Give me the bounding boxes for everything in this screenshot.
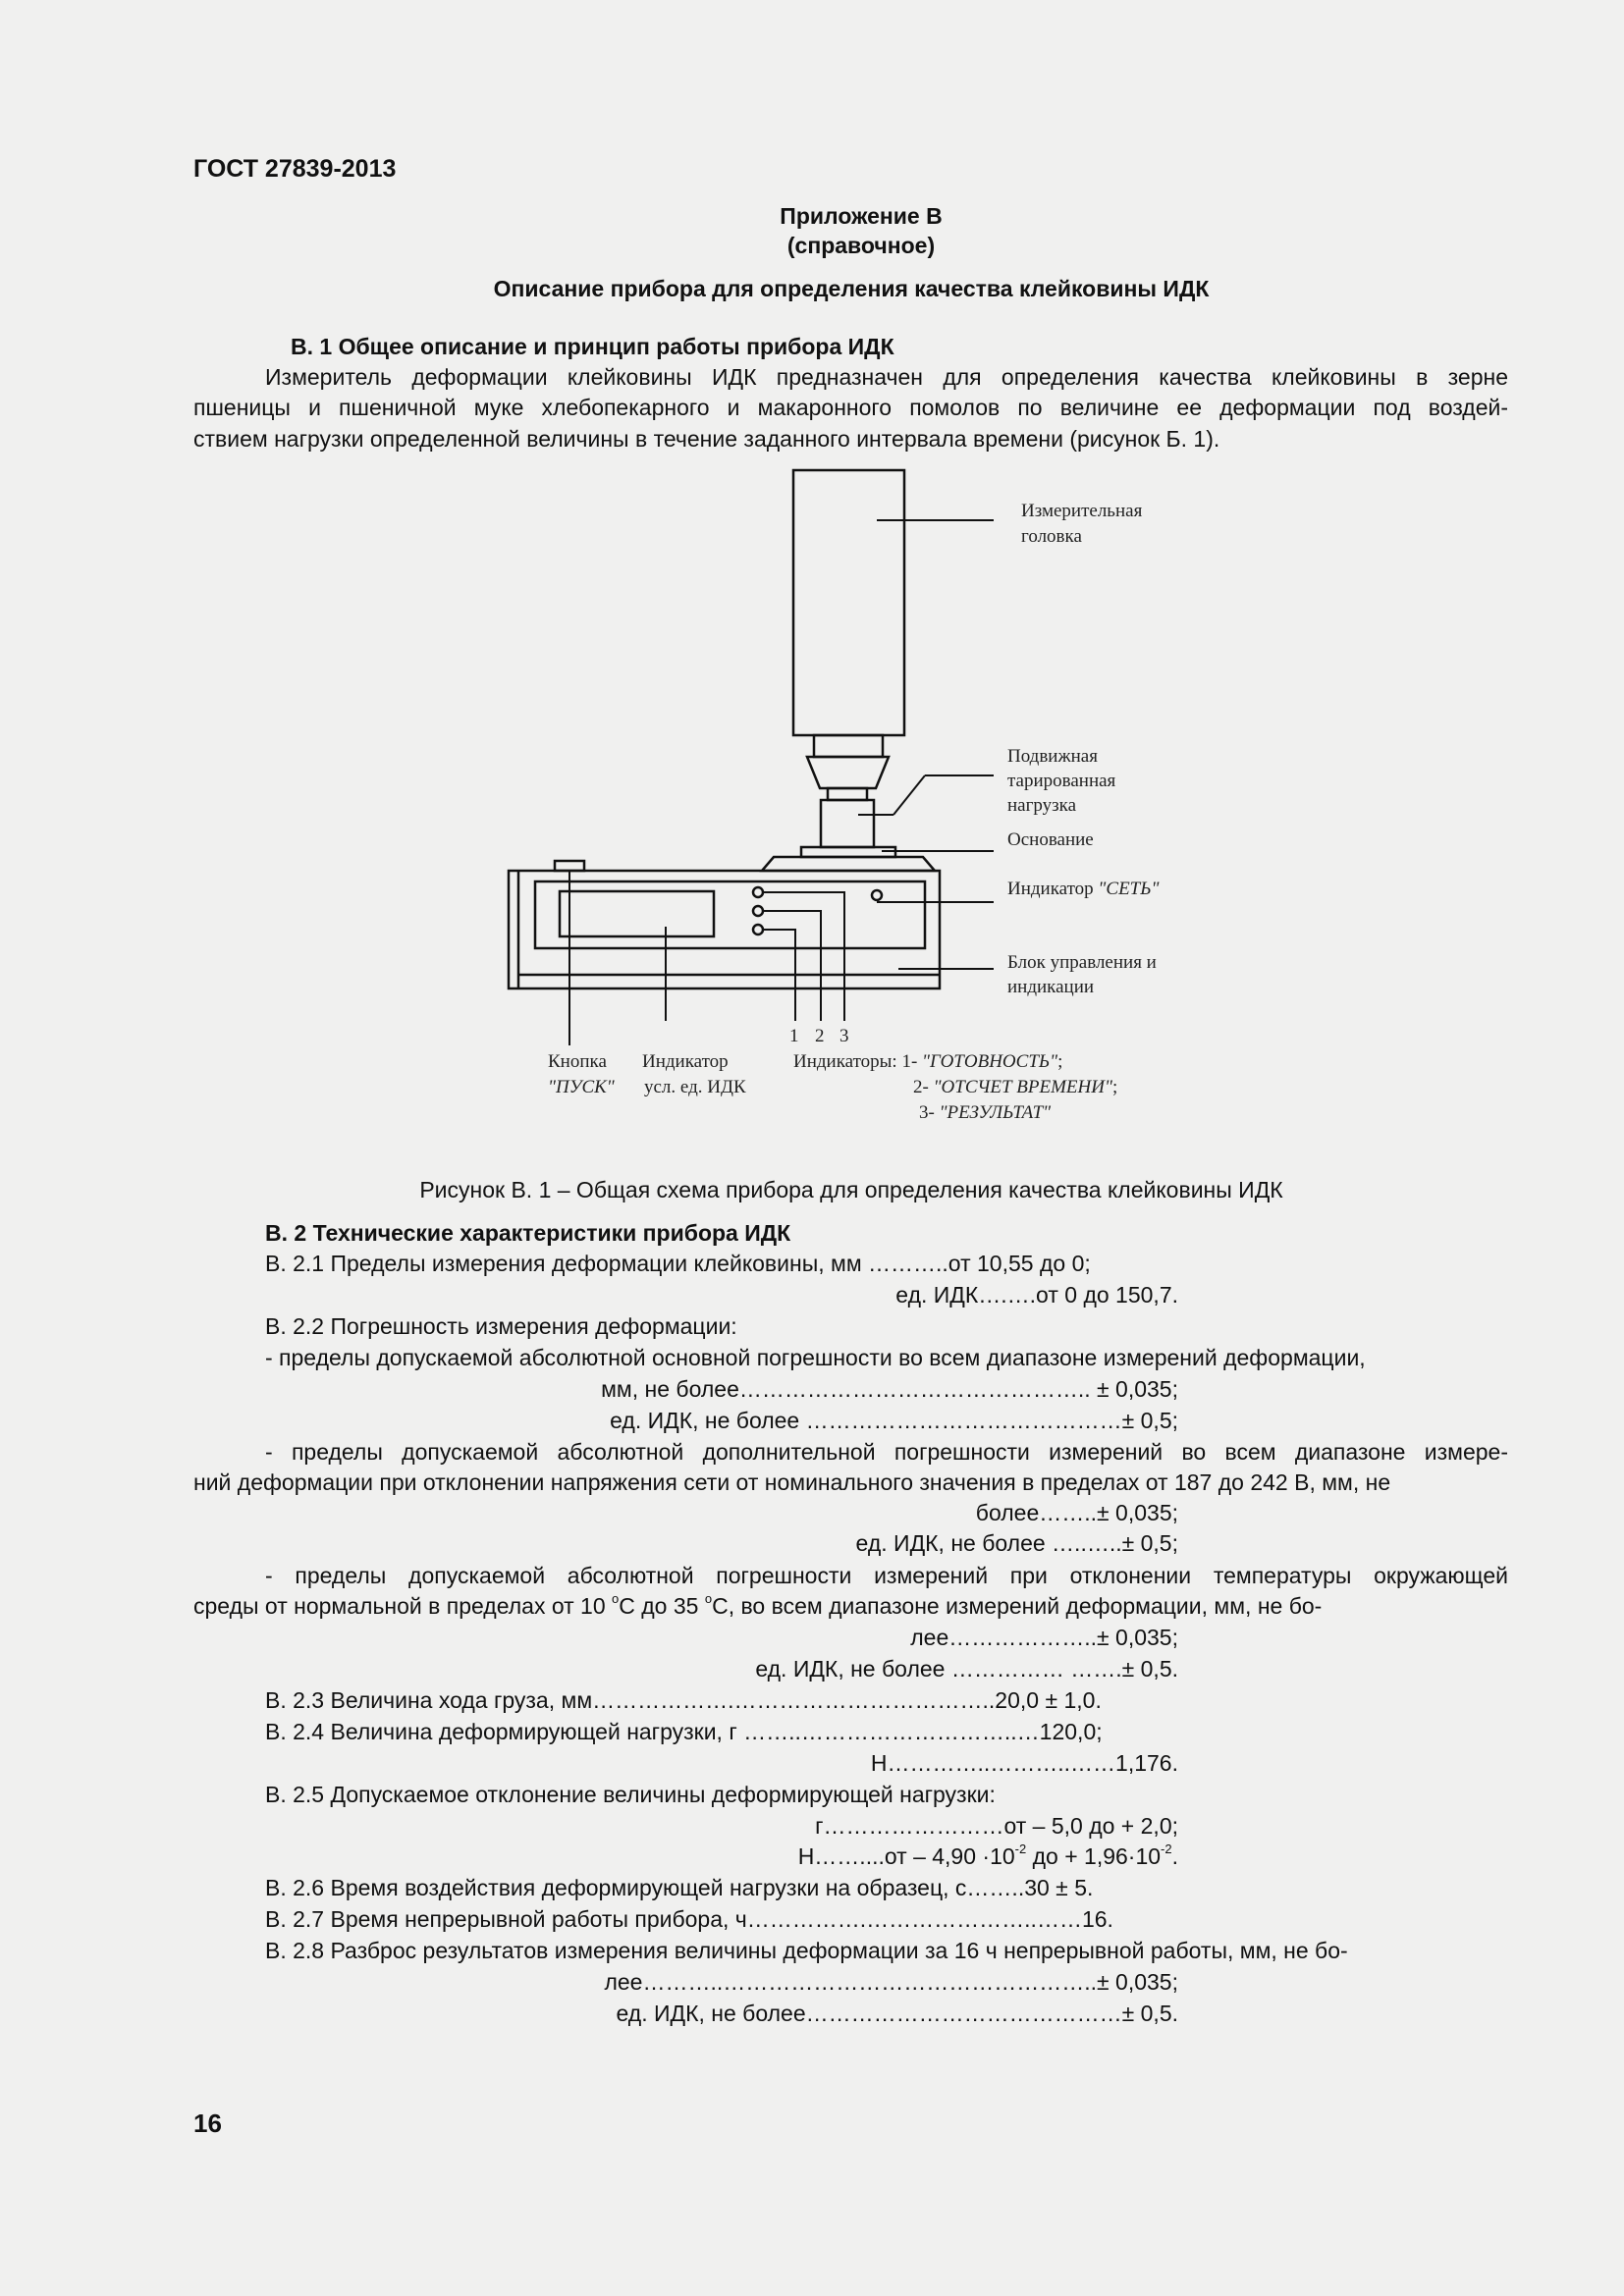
spec-2-6: В. 2.6 Время воздействия деформирующей нагрузки на образец, с……..30 ± 5. (265, 1875, 1094, 1900)
degree-sign-1: o (612, 1591, 620, 1607)
newton-range-mid: до + 1,96·10 (1026, 1843, 1162, 1869)
section-1-para-line-1: Измеритель деформации клейковины ИДК предназначен для определения качества клейковины в зерне (265, 364, 1508, 390)
label-indicator-2: усл. ед. ИДК (644, 1077, 746, 1097)
section-1-heading: В. 1 Общее описание и принцип работы прибора ИДК (291, 334, 894, 359)
spec-2-3: В. 2.3 Величина хода груза, мм……………….……………………………..20,0 ± 1,0. (265, 1687, 1102, 1713)
appendix-subtitle: (справочное) (786, 233, 936, 258)
newton-range-end: . (1171, 1843, 1178, 1869)
label-indicators-3 (919, 1101, 1051, 1125)
label-inds-end-1: ; (1057, 1051, 1063, 1072)
figure-caption: Рисунок В. 1 – Общая схема прибора для определения качества клейковины ИДК (419, 1177, 1283, 1202)
document-code: ГОСТ 27839-2013 (193, 155, 397, 183)
label-load-1: Подвижная (1007, 746, 1098, 767)
label-num-3: 3 (839, 1026, 849, 1046)
spec-2-1: В. 2.1 Пределы измерения деформации клейковины, мм ………..от 10,55 до 0; (265, 1251, 1091, 1276)
spec-2-2-temperature-mm: лее………………..± 0,035; (910, 1625, 1178, 1650)
label-net-name: "СЕТЬ" (1098, 879, 1160, 899)
label-inds-name-2: "ОТСЧЕТ ВРЕМЕНИ" (933, 1077, 1112, 1097)
exponent-1: -2 (1014, 1842, 1027, 1857)
label-inds-prefix: Индикаторы: 1- (793, 1051, 918, 1072)
spec-2-2: В. 2.2 Погрешность измерения деформации: (265, 1313, 737, 1339)
exponent-2: -2 (1161, 1842, 1172, 1857)
spec-2-5-grams: г……………………от – 5,0 до + 2,0; (815, 1813, 1178, 1839)
spec-2-8-idk: ед. ИДК, не более……………………………………± 0,5. (616, 2001, 1178, 2026)
label-load-2: тарированная (1007, 771, 1116, 791)
spec-2-2-temperature-idk: ед. ИДК, не более …………… …….± 0,5. (755, 1656, 1178, 1682)
label-indicators-1 (793, 1050, 1062, 1074)
label-num-2: 2 (815, 1026, 825, 1046)
label-button-2: "ПУСК" (548, 1077, 615, 1097)
section-1-para-line-2: пшеницы и пшеничной муке хлебопекарного и макаронного помолов по величине ее деформации под воздей- (193, 395, 1508, 420)
spec-2-1-idk: ед. ИДК….….от 0 до 150,7. (895, 1282, 1178, 1308)
spec-2-2-additional-limits: - пределы допускаемой абсолютной дополнительной погрешности измерений во всем диапазоне измере- (265, 1439, 1508, 1465)
label-inds-prefix-2: 2- (913, 1077, 929, 1097)
spec-2-7: В. 2.7 Время непрерывной работы прибора, ч…………….…………………..……16. (265, 1906, 1113, 1932)
spec-2-8: В. 2.8 Разброс результатов измерения величины деформации за 16 ч непрерывной работы, мм, не бо- (265, 1938, 1348, 1963)
label-inds-name-3: "РЕЗУЛЬТАТ" (939, 1102, 1052, 1123)
section-1-para-line-3: ствием нагрузки определенной величины в течение заданного интервала времени (рисунок Б. 1). (193, 426, 1220, 452)
label-control-block-2: индикации (1007, 977, 1095, 997)
spec-2-2-additional-limits-cont: ний деформации при отклонении напряжения сети от номинального значения в пределах от 187 до 242 В, мм, не (193, 1469, 1391, 1495)
label-net-prefix: Индикатор (1007, 879, 1094, 899)
spec-2-5-newton (798, 1842, 1178, 1871)
label-measuring-head-1: Измерительная (1021, 501, 1143, 521)
spec-2-2-basic-idk: ед. ИДК, не более ……………………………………± 0,5; (610, 1408, 1178, 1433)
measuring-head-shape (793, 470, 904, 735)
appendix-title: Приложение В (780, 203, 943, 229)
spec-2-8-mm: лее………..…………………………………………..± 0,035; (604, 1969, 1178, 1995)
label-inds-name-1: "ГОТОВНОСТЬ" (922, 1051, 1058, 1072)
label-num-1: 1 (789, 1026, 799, 1046)
spec-2-4-newton: Н…………..………..……1,176. (870, 1750, 1178, 1776)
appendix-heading: Описание прибора для определения качества клейковины ИДК (493, 276, 1210, 301)
label-measuring-head-2: головка (1021, 526, 1082, 547)
section-2-heading: В. 2 Технические характеристики прибора ИДК (265, 1220, 791, 1246)
temp-range-start: среды от нормальной в пределах от 10 (193, 1593, 606, 1619)
control-block-shape (509, 871, 940, 988)
label-inds-end-2: ; (1111, 1077, 1118, 1097)
spec-2-5: В. 2.5 Допускаемое отклонение величины деформирующей нагрузки: (265, 1782, 996, 1807)
label-inds-prefix-3: 3- (919, 1102, 935, 1123)
spec-2-2-basic-limits: - пределы допускаемой абсолютной основной погрешности во всем диапазоне измерений деформации, (265, 1345, 1366, 1370)
label-load-3: нагрузка (1007, 795, 1077, 816)
spec-2-2-additional-mm: более……..± 0,035; (975, 1500, 1178, 1525)
spec-2-2-temperature-limits: - пределы допускаемой абсолютной погрешности измерений при отклонении температуры окружающей (265, 1563, 1508, 1588)
page-number: 16 (193, 2109, 222, 2138)
temp-range-mid: С до 35 (619, 1593, 699, 1619)
label-indicators-2 (913, 1076, 1117, 1099)
temp-range-end: С, во всем диапазоне измерений деформации, мм, не бо- (712, 1593, 1323, 1619)
spec-2-2-temperature-limits-cont (193, 1591, 1322, 1621)
newton-range-start: Н……....от – 4,90 ·10 (797, 1843, 1015, 1869)
label-indicator-1: Индикатор (642, 1051, 729, 1072)
label-base: Основание (1007, 829, 1094, 850)
label-control-block-1: Блок управления и (1007, 952, 1157, 973)
label-button-1: Кнопка (548, 1051, 607, 1072)
spec-2-2-basic-mm: мм, не более……………………………………….. ± 0,035; (601, 1376, 1178, 1402)
label-net-indicator (1007, 878, 1159, 901)
spec-2-4: В. 2.4 Величина деформирующей нагрузки, г ……..………………………..…120,0; (265, 1719, 1103, 1744)
spec-2-2-additional-idk: ед. ИДК, не более …..…..± 0,5; (855, 1530, 1178, 1556)
degree-sign-2: o (704, 1591, 713, 1607)
